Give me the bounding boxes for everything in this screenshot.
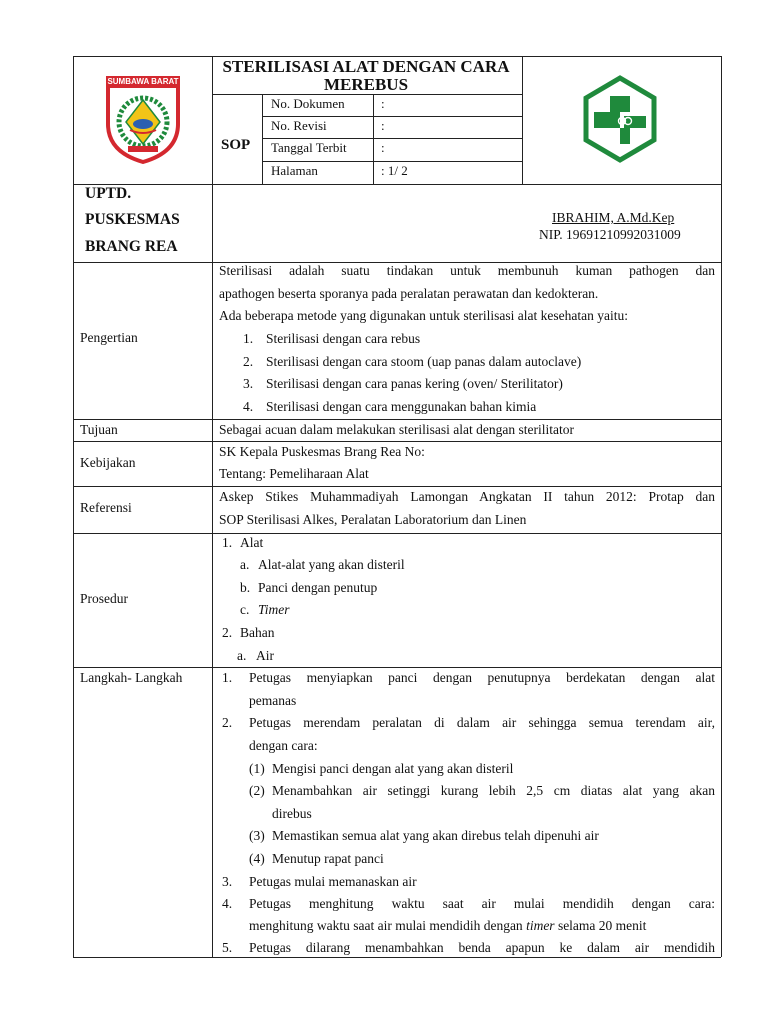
pengertian-para2: Ada beberapa metode yang digunakan untuk sterilisasi alat kesehatan yaitu: xyxy=(219,308,628,323)
document-title xyxy=(210,58,522,94)
list-item-num: 4. xyxy=(243,399,254,414)
meta-value-revisi: : xyxy=(381,118,385,133)
list-item: Panci dengan penutup xyxy=(258,580,378,595)
step-4-line2-b: timer xyxy=(526,918,555,933)
kebijakan-line2: Tentang: Pemeliharaan Alat xyxy=(219,466,369,481)
sub-step-num: (3) xyxy=(249,828,265,843)
meta-value-tanggal: : xyxy=(381,140,385,155)
puskesmas-logo xyxy=(580,74,660,169)
step-3: Petugas mulai memanaskan air xyxy=(249,874,417,889)
list-item-num: b. xyxy=(240,580,251,595)
sub-step-num: (2) xyxy=(249,783,265,798)
sub-step-num: (4) xyxy=(249,851,265,866)
sub-step: Memastikan semua alat yang akan direbus telah dipenuhi air xyxy=(272,828,599,843)
referensi-line2: SOP Sterilisasi Alkes, Peralatan Laboratorium dan Linen xyxy=(219,512,527,527)
sub-step-num: (1) xyxy=(249,761,265,776)
logo-banner-text: SUMBAWA BARAT xyxy=(107,77,179,86)
sub-step: Menutup rapat panci xyxy=(272,851,384,866)
pengertian-para1-line2: apathogen beserta sporanya pada peralatan perawatan dan kedokteran. xyxy=(219,286,599,301)
label-langkah: Langkah- Langkah xyxy=(80,670,183,685)
list-item: Sterilisasi dengan cara panas kering (oven/ Sterilitator) xyxy=(266,376,563,391)
meta-label-tanggal: Tanggal Terbit xyxy=(271,140,347,155)
list-item-num: 1. xyxy=(243,331,254,346)
step-num: 5. xyxy=(222,940,233,955)
step-4-line2 xyxy=(249,918,646,934)
sub-step: Mengisi panci dengan alat yang akan disteril xyxy=(272,761,514,776)
list-item-num: a. xyxy=(240,557,250,572)
list-item: Alat-alat yang akan disteril xyxy=(258,557,405,572)
label-tujuan: Tujuan xyxy=(80,422,118,437)
step-num: 4. xyxy=(222,896,233,911)
step-num: 3. xyxy=(222,874,233,889)
signer-name: IBRAHIM, A.Md.Kep xyxy=(552,210,675,225)
sop-label: SOP xyxy=(221,137,251,153)
meta-label-revisi: No. Revisi xyxy=(271,118,327,133)
list-item: Sterilisasi dengan cara stoom (uap panas dalam autoclave) xyxy=(266,354,582,369)
meta-value-dokumen: : xyxy=(381,96,385,111)
label-prosedur: Prosedur xyxy=(80,591,128,606)
step-4-line1: Petugas menghitung waktu saat air mulai mendidih dengan cara: xyxy=(249,896,715,911)
step-5-line1: Petugas dilarang menambahkan benda apapun ke dalam air mendidih xyxy=(249,940,715,955)
list-item: Air xyxy=(256,648,274,663)
tujuan-text: Sebagai acuan dalam melakukan sterilisasi alat dengan sterilitator xyxy=(219,422,574,437)
list-item: Sterilisasi dengan cara rebus xyxy=(266,331,421,346)
org-line-2: PUSKESMAS xyxy=(85,211,180,228)
document-title-text: STERILISASI ALAT DENGAN CARA MEREBUS xyxy=(222,57,510,94)
meta-label-dokumen: No. Dokumen xyxy=(271,96,345,111)
list-item-num: a. xyxy=(237,648,247,663)
sub-step: Menambahkan air setinggi kurang lebih 2,5 cm diatas alat yang akan xyxy=(272,783,715,798)
list-item-num: c. xyxy=(240,602,250,617)
list-item-num: 2. xyxy=(243,354,254,369)
org-line-3: BRANG REA xyxy=(85,238,178,255)
sub-step-cont: direbus xyxy=(272,806,312,821)
signer-nip: NIP. 19691210992031009 xyxy=(539,227,681,242)
prosedur-alat-num: 1. xyxy=(222,535,233,550)
step-2-line1: Petugas merendam peralatan di dalam air sehingga semua terendam air, xyxy=(249,715,715,730)
step-num: 2. xyxy=(222,715,233,730)
step-num: 1. xyxy=(222,670,233,685)
meta-label-halaman: Halaman xyxy=(271,163,318,178)
step-1-line2: pemanas xyxy=(249,693,297,708)
prosedur-bahan: Bahan xyxy=(240,625,275,640)
list-item-num: 3. xyxy=(243,376,254,391)
kebijakan-line1: SK Kepala Puskesmas Brang Rea No: xyxy=(219,444,425,459)
prosedur-bahan-num: 2. xyxy=(222,625,233,640)
list-item: Timer xyxy=(258,602,290,617)
sumbawa-barat-logo xyxy=(100,72,186,164)
step-4-line2-c: selama 20 menit xyxy=(554,918,647,933)
org-line-1: UPTD. xyxy=(85,185,132,202)
prosedur-alat: Alat xyxy=(240,535,264,550)
label-pengertian: Pengertian xyxy=(80,330,138,345)
referensi-line1: Askep Stikes Muhammadiyah Lamongan Angkatan II tahun 2012: Protap dan xyxy=(219,489,715,504)
label-referensi: Referensi xyxy=(80,500,132,515)
step-1-line1: Petugas menyiapkan panci dengan penutupnya berdekatan dengan alat xyxy=(249,670,715,685)
meta-value-halaman: : 1/ 2 xyxy=(381,163,408,178)
step-4-line2-a: menghitung waktu saat air mulai mendidih dengan xyxy=(249,918,527,933)
label-kebijakan: Kebijakan xyxy=(80,455,136,470)
step-2-line2: dengan cara: xyxy=(249,738,318,753)
pengertian-para1-line1: Sterilisasi adalah suatu tindakan untuk membunuh kuman pathogen dan xyxy=(219,263,715,278)
list-item: Sterilisasi dengan cara menggunakan bahan kimia xyxy=(266,399,537,414)
